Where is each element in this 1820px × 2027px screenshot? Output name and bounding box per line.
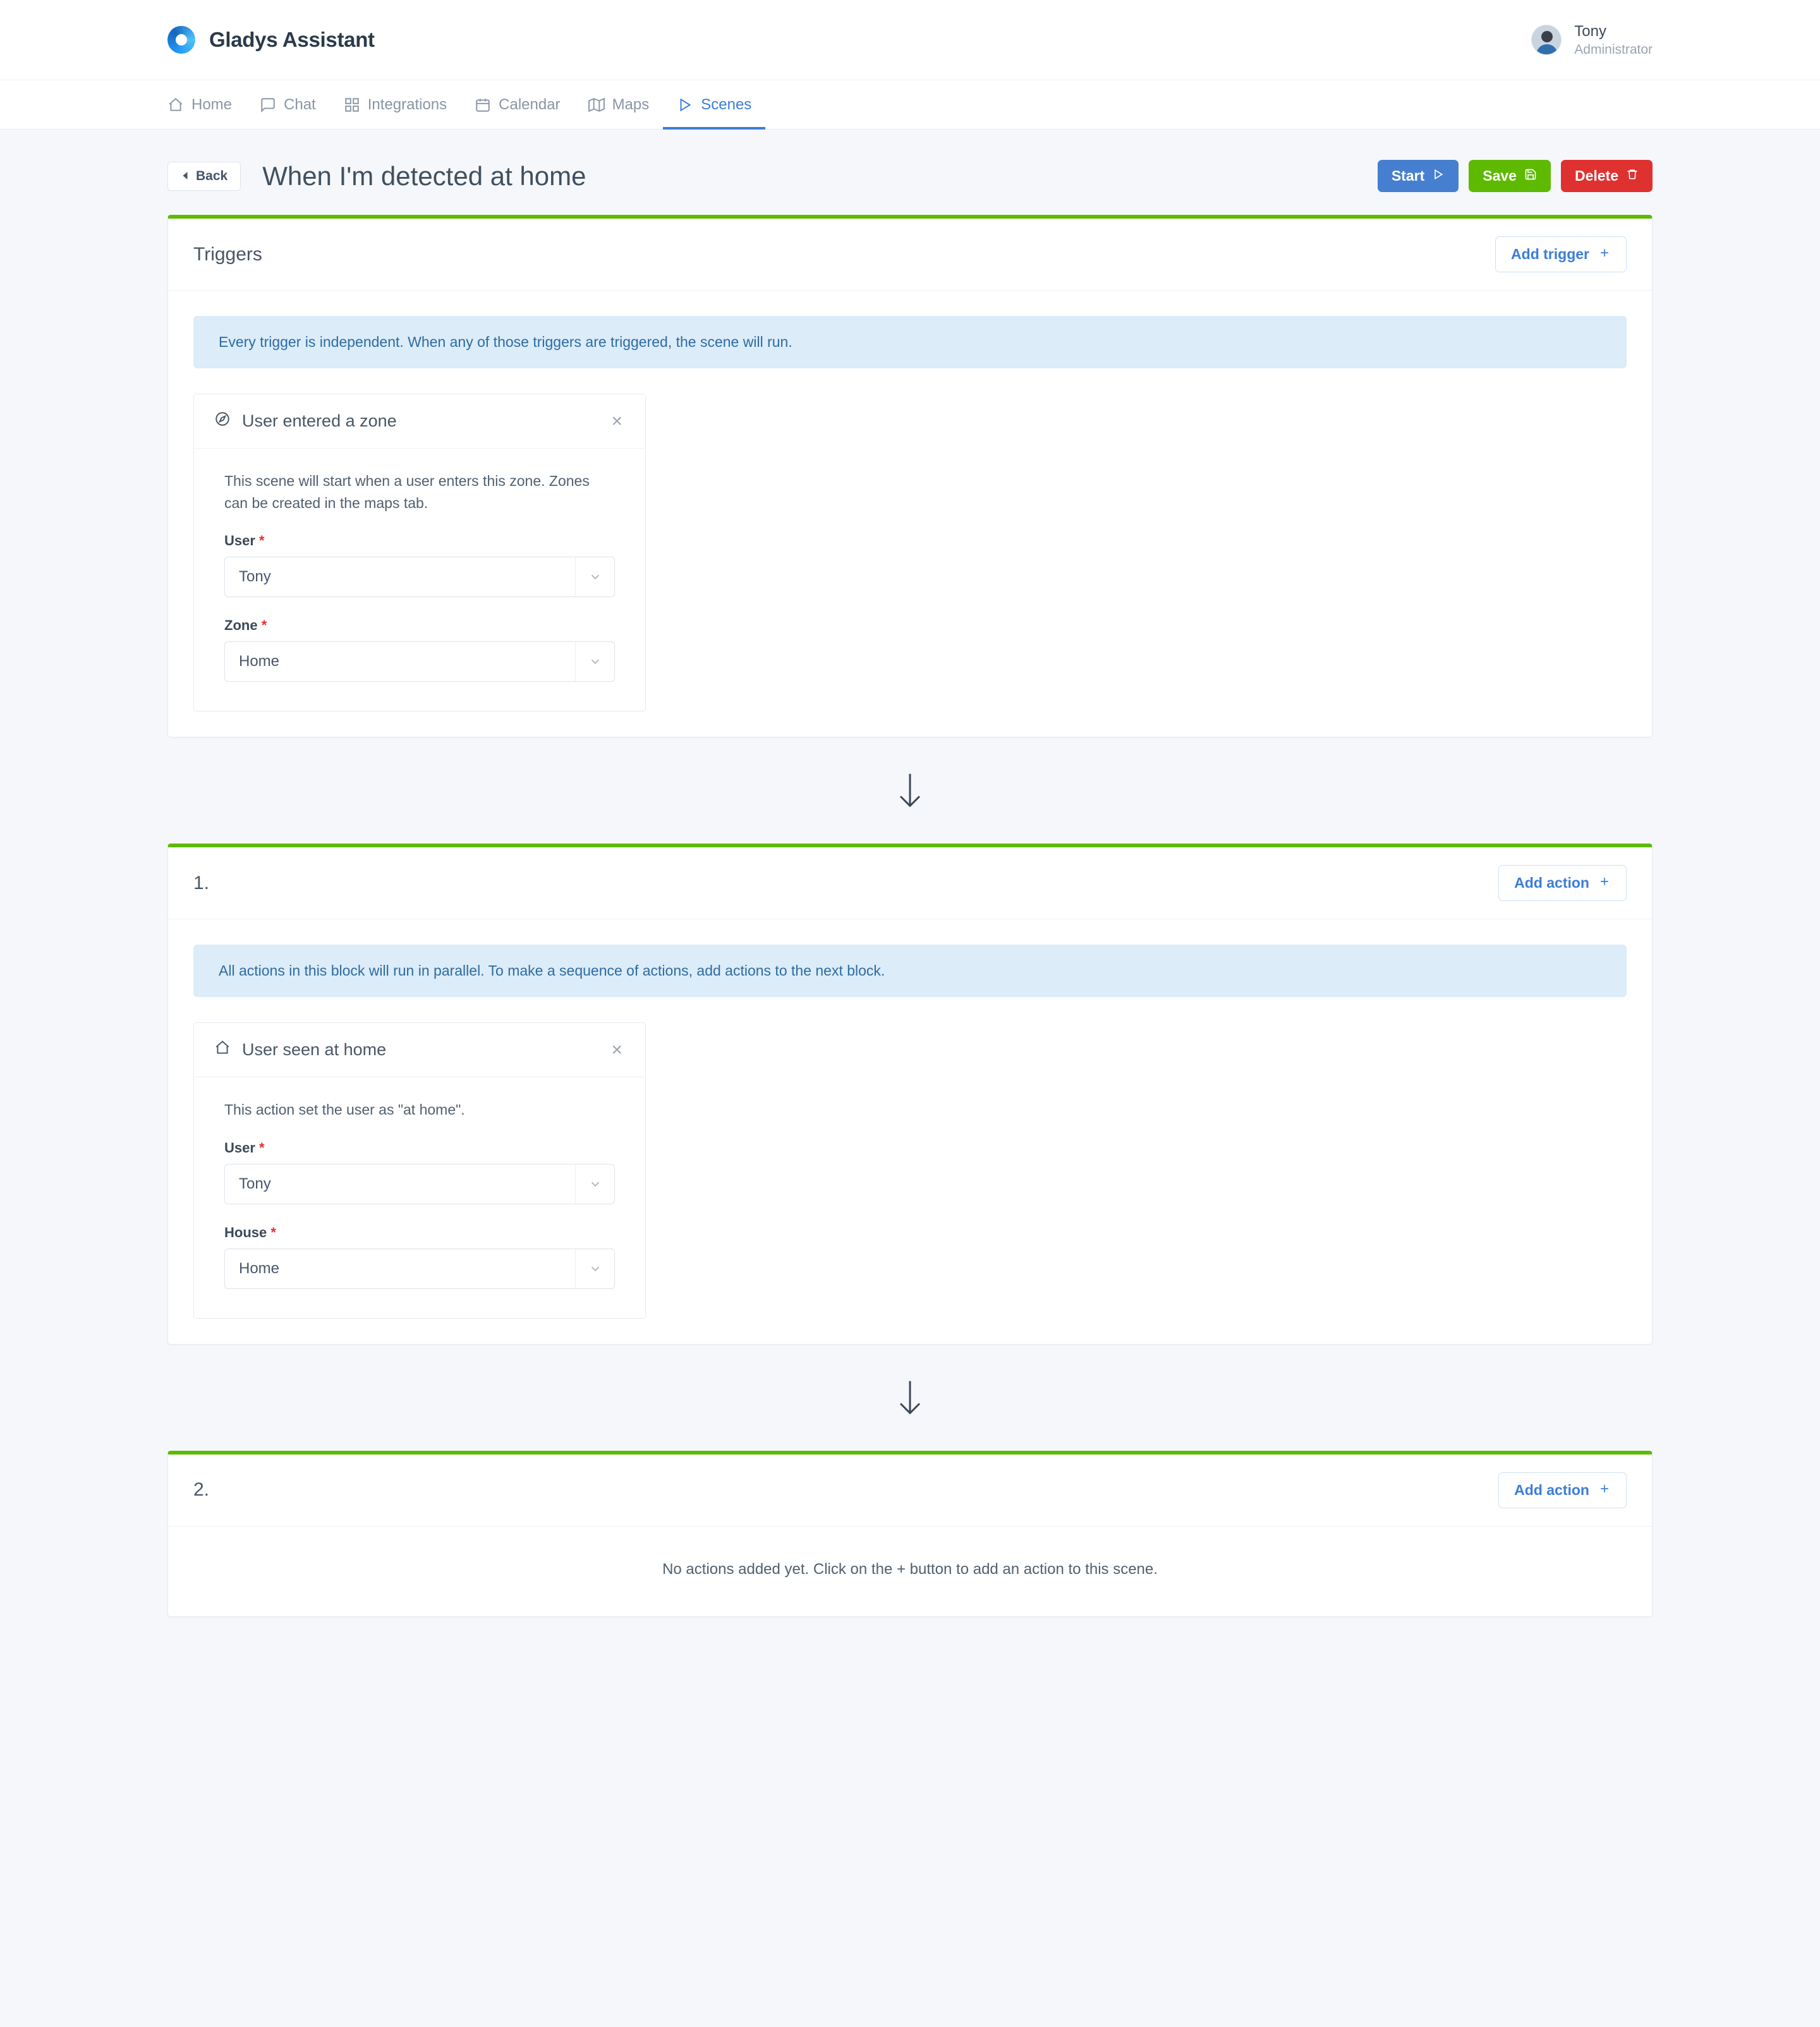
nav-label-chat: Chat [284, 95, 316, 113]
action-house-label [224, 1225, 615, 1241]
nav-label-scenes: Scenes [701, 95, 752, 113]
action-user-select[interactable] [224, 1164, 615, 1204]
page-title: When I'm detected at home [262, 160, 586, 191]
action-block-1-header [168, 847, 1652, 919]
trash-icon [1626, 167, 1639, 185]
play-icon [677, 97, 693, 113]
trigger-user-label-text: User [224, 533, 255, 548]
save-button[interactable] [1469, 160, 1551, 192]
add-trigger-button[interactable] [1495, 236, 1627, 272]
save-label: Save [1483, 167, 1517, 184]
action-block-2-header [168, 1455, 1652, 1527]
required-marker: * [270, 1224, 276, 1240]
trigger-user-value: Tony [239, 568, 271, 585]
close-icon[interactable]: × [611, 1039, 622, 1060]
chevron-left-icon [181, 169, 190, 184]
action-description: This action set the user as "at home". [224, 1101, 465, 1118]
required-marker: * [261, 617, 267, 633]
back-label: Back [196, 168, 228, 183]
triggers-info-banner: Every trigger is independent. When any of those triggers are triggered, the scene will run. [193, 316, 1627, 368]
compass-icon [214, 411, 231, 432]
delete-label: Delete [1574, 167, 1618, 184]
action-user-label [224, 1140, 615, 1156]
add-trigger-label: Add trigger [1511, 246, 1589, 262]
required-marker: * [259, 533, 265, 548]
action-house-label-text: House [224, 1224, 267, 1240]
trigger-zone-value: Home [239, 653, 280, 670]
nav-label-home: Home [191, 95, 233, 113]
action-card-body [194, 1077, 645, 1318]
main-nav [0, 80, 1820, 130]
chevron-down-icon [575, 1165, 614, 1204]
action-card-header [194, 1023, 645, 1077]
action-block-1-number: 1. [193, 872, 210, 893]
action-block-1 [167, 844, 1653, 1345]
add-action-label-1: Add action [1514, 874, 1589, 891]
brand[interactable] [167, 26, 375, 54]
nav-label-calendar: Calendar [499, 95, 561, 113]
trigger-zone-label [224, 617, 615, 634]
action-card [193, 1022, 646, 1319]
flow-arrow-2 [167, 1345, 1653, 1451]
trigger-block-header [194, 394, 645, 449]
nav-item-home[interactable] [167, 80, 246, 129]
brand-name: Gladys Assistant [209, 28, 375, 51]
trigger-block-body [194, 449, 645, 711]
nav-item-scenes[interactable] [663, 80, 765, 129]
close-icon[interactable]: × [611, 410, 622, 432]
empty-actions-message: No actions added yet. Click on the + button to add an action to this scene. [662, 1560, 1158, 1578]
start-label: Start [1391, 167, 1425, 184]
action-house-value: Home [239, 1259, 280, 1277]
chevron-down-icon [575, 1249, 614, 1288]
map-icon [588, 97, 605, 113]
house-icon [214, 1039, 231, 1060]
nav-item-calendar[interactable] [461, 80, 574, 129]
scene-editor [0, 215, 1820, 1667]
triggers-card-body [168, 291, 1652, 737]
plus-icon [1598, 1482, 1611, 1499]
back-button[interactable] [167, 162, 241, 191]
calendar-icon [475, 97, 491, 113]
trigger-title: User entered a zone [242, 411, 397, 430]
trigger-user-label [224, 533, 615, 549]
trigger-zone-label-text: Zone [224, 617, 258, 633]
plus-icon [1598, 874, 1611, 892]
nav-item-integrations[interactable] [330, 80, 461, 129]
page-header [0, 130, 1820, 215]
triggers-title: Triggers [193, 243, 262, 265]
delete-button[interactable] [1561, 160, 1653, 192]
floppy-disk-icon [1524, 167, 1537, 185]
nav-item-chat[interactable] [246, 80, 330, 129]
triggers-card [167, 215, 1653, 737]
flow-arrow-1 [167, 737, 1653, 844]
page-actions [1378, 160, 1653, 192]
user-role: Administrator [1574, 42, 1653, 57]
nav-item-maps[interactable] [574, 80, 664, 129]
action-info-banner-1: All actions in this block will run in parallel. To make a sequence of actions, add actions to the next block. [193, 945, 1627, 997]
add-action-button-2[interactable] [1498, 1472, 1627, 1508]
chat-icon [260, 97, 276, 113]
triggers-card-header [168, 219, 1652, 291]
trigger-block [193, 394, 646, 711]
add-action-label-2: Add action [1514, 1481, 1589, 1498]
user-name: Tony [1574, 22, 1606, 40]
nav-label-maps: Maps [612, 95, 650, 113]
top-bar [0, 0, 1820, 80]
plus-icon [1598, 246, 1611, 263]
add-action-button-1[interactable] [1498, 865, 1627, 901]
action-block-1-body [168, 919, 1652, 1344]
chevron-down-icon [575, 642, 614, 681]
nav-label-integrations: Integrations [367, 95, 447, 113]
action-title: User seen at home [242, 1040, 387, 1059]
trigger-description: This scene will start when a user enters this zone. Zones can be created in the maps tab. [224, 473, 590, 511]
play-icon [1432, 167, 1445, 185]
action-house-select[interactable] [224, 1249, 615, 1289]
chevron-down-icon [575, 557, 614, 596]
action-user-label-text: User [224, 1139, 255, 1156]
action-block-2-number: 2. [193, 1479, 210, 1500]
user-menu[interactable] [1531, 21, 1653, 58]
home-icon [167, 97, 184, 113]
action-block-2 [167, 1451, 1653, 1617]
gladys-logo-icon [167, 26, 195, 54]
grid-icon [344, 97, 360, 113]
action-user-value: Tony [239, 1175, 271, 1192]
avatar [1531, 25, 1562, 55]
trigger-user-select[interactable] [224, 557, 615, 597]
start-button[interactable] [1378, 160, 1459, 192]
required-marker: * [259, 1139, 265, 1156]
trigger-zone-select[interactable] [224, 641, 615, 682]
